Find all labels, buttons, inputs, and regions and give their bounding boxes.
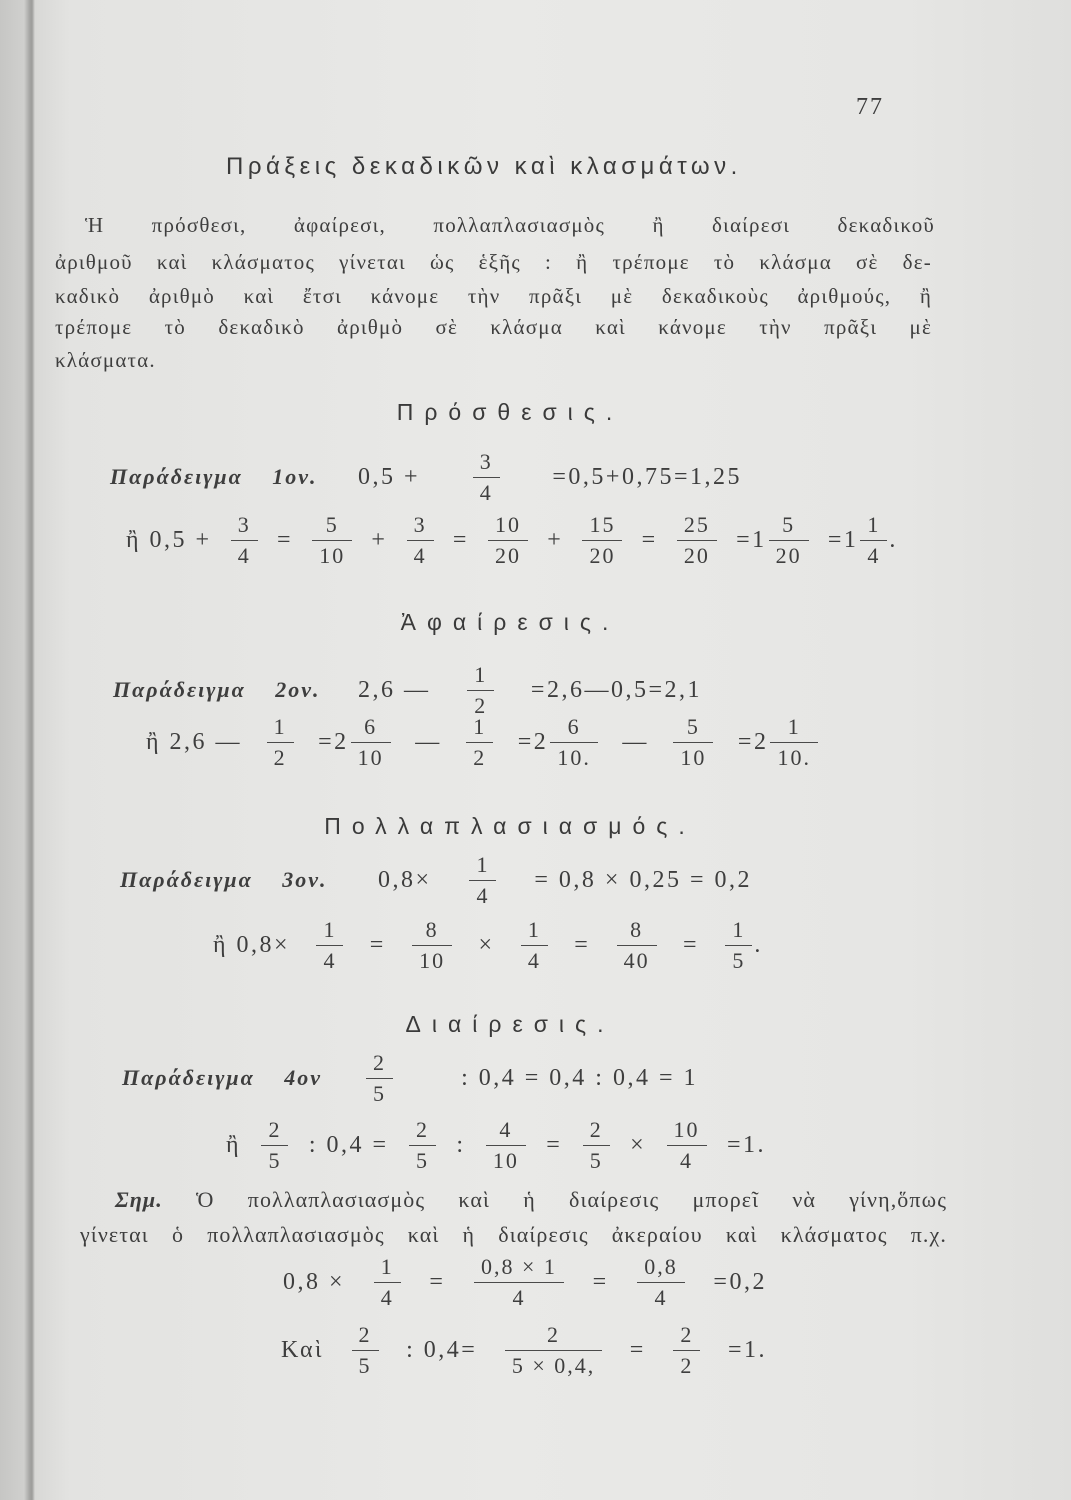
fraction-numerator: 3: [407, 513, 434, 541]
math-text: =1.: [726, 1131, 766, 1158]
note-label: Σημ.: [115, 1187, 163, 1212]
fraction-numerator: 1: [725, 918, 752, 946]
fraction-numerator: 2: [673, 1323, 700, 1351]
fraction-numerator: 1: [316, 918, 343, 946]
fraction: [505, 1323, 602, 1378]
fraction-numerator: 1: [469, 853, 496, 881]
math-text: =: [629, 1336, 646, 1363]
fraction-denominator: 20: [589, 542, 616, 568]
math-text: : 0,4 = 0,4 : 0,4 = 1: [461, 1064, 698, 1091]
math-text: —: [622, 728, 649, 755]
fraction-numerator: 8: [412, 918, 452, 946]
alternative-solution: [226, 1115, 766, 1175]
fraction-denominator: 4: [323, 947, 337, 973]
fraction-denominator: 5: [415, 1147, 429, 1173]
fraction: [860, 513, 887, 568]
example-expression: [378, 850, 752, 910]
fraction-denominator: 5: [589, 1147, 603, 1173]
math-text: Καὶ: [281, 1336, 324, 1363]
fraction-numerator: 15: [582, 513, 622, 541]
fraction-numerator: 1: [770, 715, 818, 743]
math-text: =1: [736, 526, 767, 553]
fraction-numerator: 2: [583, 1118, 610, 1146]
fraction-denominator: 2: [474, 692, 488, 718]
fraction-denominator: 10: [419, 947, 446, 973]
fraction-denominator: 2: [680, 1352, 694, 1378]
fraction: [473, 450, 500, 505]
fraction: [352, 1323, 379, 1378]
math-text: =0,2: [713, 1268, 767, 1295]
alternative-solution: [126, 510, 898, 570]
page-number: 77: [856, 94, 884, 120]
fraction-numerator: 1: [860, 513, 887, 541]
example-expression: [366, 1048, 698, 1108]
math-text: = 0,8 × 0,25 = 0,2: [534, 866, 752, 893]
fraction: [486, 1118, 526, 1173]
example-label: Παράδειγμα 4ον: [122, 1065, 323, 1090]
fraction-numerator: 5: [769, 513, 809, 541]
fraction-denominator: 4: [479, 479, 493, 505]
fraction-denominator: 20: [775, 542, 802, 568]
math-text: +: [547, 526, 564, 553]
section-heading-division: Διαίρεσις.: [405, 1011, 615, 1037]
fraction-denominator: 20: [495, 542, 522, 568]
fraction: [474, 1255, 564, 1310]
math-group: [828, 513, 898, 568]
fraction: [351, 715, 391, 770]
fraction: [673, 715, 713, 770]
fraction: [677, 513, 717, 568]
fraction-denominator: 10: [319, 542, 346, 568]
math-text: ἢ 2,6 —: [146, 728, 243, 755]
math-text: 0,8 ×: [283, 1268, 346, 1295]
math-text: +: [371, 526, 388, 553]
fraction-numerator: 1: [267, 715, 294, 743]
fraction-denominator: 4: [380, 1284, 394, 1310]
math-text: .: [754, 931, 763, 958]
note-formula: [283, 1252, 767, 1312]
fraction-denominator: 5 × 0,4,: [511, 1352, 596, 1378]
math-text: ×: [630, 1131, 647, 1158]
note-line: [115, 1185, 947, 1215]
paragraph-line: ἀριθμοῦ καὶ κλάσματος γίνεται ὡς ἑξῆς : ἢ τρέπομε τὸ κλάσμα σὲ δε-: [55, 250, 932, 274]
fraction: [467, 663, 494, 718]
fraction: [316, 918, 343, 973]
example-label: Παράδειγμα 1ον.: [110, 464, 318, 489]
math-group: [736, 513, 809, 568]
fraction-denominator: 2: [273, 744, 287, 770]
note-line: γίνεται ὁ πολλαπλασιασμὸς καὶ ἡ διαίρεσις ἀκεραίου καὶ κλάσματος π.χ.: [80, 1222, 947, 1247]
fraction-denominator: 5: [373, 1080, 386, 1106]
math-text: =: [546, 1131, 563, 1158]
fraction: [366, 1051, 393, 1106]
fraction: [261, 1118, 288, 1173]
math-text: 2,6 —: [358, 676, 431, 703]
math-text: ×: [478, 931, 495, 958]
fraction-numerator: 2: [352, 1323, 379, 1351]
fraction-numerator: 3: [231, 513, 258, 541]
fraction-denominator: 4: [654, 1284, 668, 1310]
fraction-denominator: 4: [413, 542, 427, 568]
fraction-denominator: 10.: [777, 744, 811, 770]
fraction: [488, 513, 528, 568]
fraction-denominator: 4: [680, 1147, 694, 1173]
math-text: =: [429, 1268, 446, 1295]
math-text: =2: [737, 728, 769, 755]
fraction-numerator: 2: [505, 1323, 602, 1351]
fraction: [637, 1255, 685, 1310]
section-heading-addition: Πρόσθεσις.: [396, 399, 624, 425]
fraction-denominator: 2: [473, 744, 487, 770]
fraction-numerator: 4: [486, 1118, 526, 1146]
math-text: ἢ: [226, 1131, 242, 1158]
fraction: [412, 918, 452, 973]
fraction: [407, 513, 434, 568]
chapter-title: Πράξεις δεκαδικῶν καὶ κλασμάτων.: [226, 153, 742, 180]
fraction-denominator: 10: [680, 744, 707, 770]
example-label: Παράδειγμα 3ον.: [120, 867, 328, 892]
math-text: =: [276, 526, 294, 553]
fraction: [667, 1118, 707, 1173]
paragraph-line: τρέπομε τὸ δεκαδικὸ ἀριθμὸ σὲ κλάσμα καὶ κάνομε τὴν πρᾶξι μὲ: [55, 315, 932, 339]
fraction-numerator: 6: [550, 715, 598, 743]
fraction-numerator: 10: [667, 1118, 707, 1146]
math-text: =2,6—0,5=2,1: [530, 676, 702, 703]
fraction: [267, 715, 294, 770]
math-text: 0,5 +: [358, 463, 421, 490]
math-group: [518, 715, 598, 770]
fraction-numerator: 0,8: [637, 1255, 685, 1283]
math-text: ἢ 0,5 +: [126, 526, 212, 553]
fraction-numerator: 5: [673, 715, 713, 743]
fraction: [469, 853, 496, 908]
math-text: :: [456, 1131, 466, 1158]
fraction: [770, 715, 818, 770]
math-text: =: [641, 526, 658, 553]
fraction-numerator: 3: [473, 450, 500, 478]
paragraph-line: κλάσματα.: [55, 348, 156, 372]
fraction-numerator: 25: [677, 513, 717, 541]
fraction-numerator: 0,8 × 1: [474, 1255, 564, 1283]
fraction: [550, 715, 598, 770]
fraction-denominator: 10: [357, 744, 384, 770]
math-group: [725, 918, 763, 973]
fraction-denominator: 10.: [557, 744, 591, 770]
fraction: [312, 513, 352, 568]
section-heading-subtraction: Ἀφαίρεσις.: [400, 609, 620, 635]
fraction-numerator: 1: [521, 918, 548, 946]
math-text: =1.: [727, 1336, 767, 1363]
note-text: Ὁ πολλαπλασιασμὸς καὶ ἡ διαίρεσις μπορεῖ νὰ γίνη,ὅπως: [196, 1187, 948, 1212]
example-expression: [358, 660, 702, 720]
math-text: =: [592, 1268, 609, 1295]
fraction-denominator: 5: [732, 947, 746, 973]
math-text: =: [452, 526, 469, 553]
math-text: =2: [318, 728, 349, 755]
fraction: [583, 1118, 610, 1173]
example-label: Παράδειγμα 2ον.: [113, 677, 321, 702]
math-text: =: [369, 931, 386, 958]
fraction-numerator: 10: [488, 513, 528, 541]
math-text: =2: [517, 728, 549, 755]
fraction-numerator: 1: [466, 715, 493, 743]
fraction-denominator: 4: [512, 1284, 526, 1310]
fraction: [466, 715, 493, 770]
fraction-numerator: 2: [409, 1118, 436, 1146]
fraction-numerator: 6: [351, 715, 391, 743]
fraction: [374, 1255, 401, 1310]
fraction-denominator: 5: [358, 1352, 372, 1378]
fraction-denominator: 5: [268, 1147, 282, 1173]
alternative-solution: [213, 915, 763, 975]
fraction: [231, 513, 258, 568]
fraction-numerator: 2: [366, 1051, 393, 1079]
math-text: —: [415, 728, 442, 755]
math-group: [318, 715, 391, 770]
fraction-denominator: 20: [683, 542, 710, 568]
math-text: ἢ 0,8×: [213, 931, 291, 958]
fraction: [769, 513, 809, 568]
fraction-numerator: 8: [617, 918, 657, 946]
fraction: [617, 918, 657, 973]
section-heading-multiplication: Πολλαπλασιασμός.: [324, 813, 696, 839]
math-text: : 0,4 =: [308, 1131, 389, 1158]
fraction-numerator: 2: [261, 1118, 288, 1146]
math-text: .: [889, 526, 898, 553]
math-text: =0,5+0,75=1,25: [552, 463, 742, 490]
fraction-numerator: 5: [312, 513, 352, 541]
paragraph-line: Ἡ πρόσθεσι, ἀφαίρεσι, πολλαπλασιασμὸς ἢ διαίρεσι δεκαδικοῦ: [85, 213, 935, 237]
fraction: [673, 1323, 700, 1378]
math-text: : 0,4=: [406, 1336, 478, 1363]
note-formula: [281, 1320, 767, 1380]
paragraph-line: καδικὸ ἀριθμὸ καὶ ἔτσι κάνομε τὴν πρᾶξι μὲ δεκαδικοὺς ἀριθμούς, ἢ: [55, 284, 932, 308]
fraction-denominator: 10: [492, 1147, 519, 1173]
fraction-numerator: 1: [467, 663, 494, 691]
math-text: =: [574, 931, 591, 958]
fraction: [725, 918, 752, 973]
fraction-denominator: 4: [527, 947, 541, 973]
math-text: =1: [827, 526, 859, 553]
fraction-denominator: 40: [623, 947, 650, 973]
math-text: 0,8×: [378, 866, 432, 893]
alternative-solution: [146, 712, 818, 772]
math-group: [738, 715, 818, 770]
fraction: [409, 1118, 436, 1173]
fraction-denominator: 4: [867, 542, 881, 568]
fraction-numerator: 1: [374, 1255, 401, 1283]
fraction: [521, 918, 548, 973]
fraction-denominator: 4: [237, 542, 251, 568]
math-text: =: [682, 931, 700, 958]
example-expression: [358, 447, 742, 507]
fraction: [582, 513, 622, 568]
fraction-denominator: 4: [476, 882, 490, 908]
